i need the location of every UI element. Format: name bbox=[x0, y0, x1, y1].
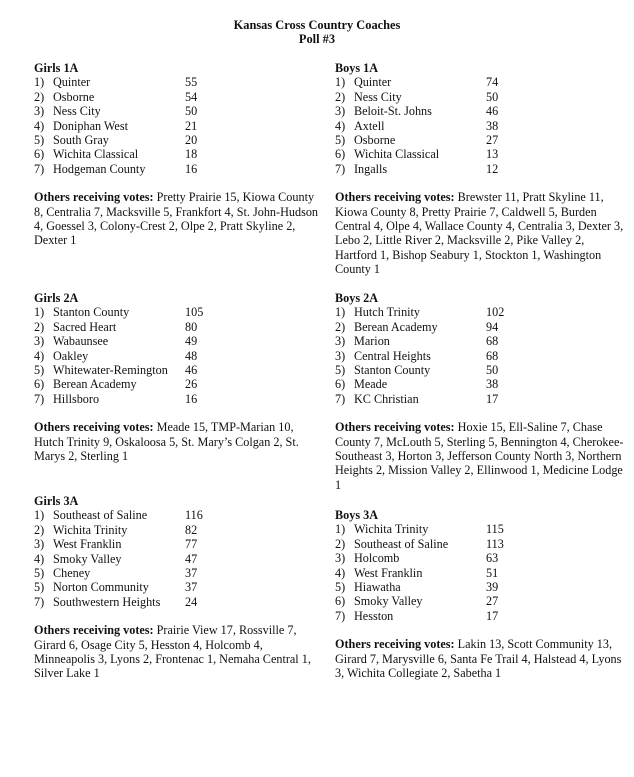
section-girls-1a bbox=[34, 61, 324, 248]
ranking-row: 6) Smoky Valley 27 bbox=[335, 594, 499, 609]
team-name: Hesston bbox=[354, 608, 394, 623]
others-receiving-votes bbox=[335, 190, 625, 276]
team-points: 16 bbox=[185, 391, 198, 406]
team-name: Wabaunsee bbox=[53, 334, 109, 349]
others-list: Hoxie 15, Ell-Saline 7, Chase County 7, McLouth 5, Sterling 5, Bennington 4, Cherokee-Southeast 3, Horton 3, Jefferson County North 3, Northern Heights 2, Mission Valley 2, Ellinwood 1, Medicine Lodge 1 bbox=[335, 420, 624, 492]
document-title bbox=[0, 19, 634, 46]
team-name: Ness City bbox=[354, 89, 402, 104]
team-name: Doniphan West bbox=[53, 118, 128, 133]
ranking-row: 2) Berean Academy 94 bbox=[335, 319, 499, 334]
team-points: 77 bbox=[185, 537, 198, 552]
team-points: 37 bbox=[185, 580, 198, 595]
others-list: Lakin 13, Scott Community 13, Girard 7, Marysville 6, Santa Fe Trail 4, Halstead 4, Lyons 3, Wichita Collegiate 2, Sabetha 1 bbox=[335, 637, 622, 681]
ranking-row: 5) South Gray 20 bbox=[34, 133, 198, 148]
ranking-row: 4) Axtell 38 bbox=[335, 118, 499, 133]
ranking-row: 7) Southwestern Heights 24 bbox=[34, 594, 198, 609]
ranking-row: 7) KC Christian 17 bbox=[335, 391, 499, 406]
team-points: 50 bbox=[185, 104, 198, 119]
team-points: 68 bbox=[486, 334, 499, 349]
team-points: 24 bbox=[185, 594, 198, 609]
team-name: Wichita Trinity bbox=[354, 522, 429, 537]
team-points: 46 bbox=[185, 363, 198, 378]
team-points: 55 bbox=[185, 75, 198, 90]
poll-title: Kansas Cross Country Coaches bbox=[233, 18, 401, 32]
section-heading: Girls 2A bbox=[34, 291, 79, 305]
team-points: 50 bbox=[486, 89, 499, 104]
team-name: Osborne bbox=[354, 133, 396, 148]
section-girls-2a bbox=[34, 291, 324, 463]
team-name: Stanton County bbox=[53, 305, 130, 320]
section-boys-1a bbox=[335, 61, 625, 277]
team-points: 49 bbox=[185, 334, 198, 349]
others-receiving-votes bbox=[34, 623, 324, 681]
team-points: 113 bbox=[486, 536, 504, 551]
team-points: 27 bbox=[486, 133, 499, 148]
team-name: Axtell bbox=[354, 118, 385, 133]
others-label: Others receiving votes: bbox=[335, 637, 455, 652]
team-name: Meade bbox=[354, 377, 388, 392]
team-name: West Franklin bbox=[53, 537, 122, 552]
team-points: 38 bbox=[486, 377, 499, 392]
team-name: Oakley bbox=[53, 348, 89, 363]
team-points: 94 bbox=[486, 319, 499, 334]
others-list: Meade 15, TMP-Marian 10, Hutch Trinity 9, Oskaloosa 5, St. Mary’s Colgan 2, St. Marys 2, Sterling 1 bbox=[34, 420, 299, 464]
ranking-row: 2) Sacred Heart 80 bbox=[34, 319, 198, 334]
ranking-row: 5) Norton Community 37 bbox=[34, 580, 198, 595]
poll-number: Poll #3 bbox=[298, 31, 336, 46]
team-name: West Franklin bbox=[354, 565, 423, 580]
team-points: 21 bbox=[185, 118, 198, 133]
section-heading: Boys 3A bbox=[335, 508, 379, 522]
ranking-row: 4) Smoky Valley 47 bbox=[34, 551, 198, 566]
team-name: Central Heights bbox=[354, 348, 431, 363]
team-name: Whitewater-Remington bbox=[53, 363, 168, 378]
ranking-row: 7) Hodgeman County 16 bbox=[34, 161, 198, 176]
team-points: 38 bbox=[486, 118, 499, 133]
team-points: 37 bbox=[185, 566, 198, 581]
section-heading: Boys 2A bbox=[335, 291, 379, 305]
team-points: 17 bbox=[486, 391, 499, 406]
section-heading: Boys 1A bbox=[335, 61, 379, 75]
team-name: Beloit-St. Johns bbox=[354, 104, 432, 119]
ranking-row: 1) Stanton County 105 bbox=[34, 305, 204, 320]
others-list: Brewster 11, Pratt Skyline 11, Kiowa County 8, Pretty Prairie 7, Caldwell 5, Burden Central 4, Olpe 4, Wallace County 4, Centralia 3, Dexter 3, Lebo 2, Little River 2, Macksville 2, Pike Valley 2, Hartford 1, Bishop Seabury 1, Stockton 1, Washington County 1 bbox=[335, 190, 624, 277]
ranking-row: 4) Oakley 48 bbox=[34, 348, 198, 363]
ranking-row: 5) Stanton County 50 bbox=[335, 363, 499, 378]
ranking-row: 7) Hillsboro 16 bbox=[34, 391, 198, 406]
team-name: Quinter bbox=[354, 75, 392, 90]
team-name: KC Christian bbox=[354, 391, 419, 406]
team-points: 50 bbox=[486, 363, 499, 378]
team-points: 39 bbox=[486, 580, 499, 595]
team-name: Hiawatha bbox=[354, 580, 401, 595]
ranking-row: 3) Wabaunsee 49 bbox=[34, 334, 198, 349]
team-points: 13 bbox=[486, 147, 499, 162]
team-points: 82 bbox=[185, 522, 198, 537]
team-name: Smoky Valley bbox=[354, 594, 423, 609]
team-points: 46 bbox=[486, 104, 499, 119]
ranking-row: 6) Wichita Classical 18 bbox=[34, 147, 198, 162]
others-label: Others receiving votes: bbox=[34, 623, 154, 638]
ranking-row: 3) Central Heights 68 bbox=[335, 348, 499, 363]
ranking-row: 1) Southeast of Saline 116 bbox=[34, 508, 203, 523]
team-name: Hodgeman County bbox=[53, 161, 146, 176]
team-points: 18 bbox=[185, 147, 198, 162]
team-name: Ness City bbox=[53, 104, 101, 119]
team-points: 105 bbox=[185, 305, 204, 320]
ranking-row: 6) Berean Academy 26 bbox=[34, 377, 198, 392]
ranking-row: 5) Hiawatha 39 bbox=[335, 580, 499, 595]
section-boys-2a bbox=[335, 291, 625, 492]
team-name: South Gray bbox=[53, 133, 109, 148]
ranking-row: 4) West Franklin 51 bbox=[335, 565, 499, 580]
team-points: 54 bbox=[185, 89, 198, 104]
team-points: 12 bbox=[486, 161, 499, 176]
team-points: 116 bbox=[185, 508, 203, 523]
others-label: Others receiving votes: bbox=[34, 190, 154, 205]
ranking-row: 2) Osborne 54 bbox=[34, 89, 198, 104]
team-name: Wichita Trinity bbox=[53, 522, 128, 537]
ranking-row: 2) Wichita Trinity 82 bbox=[34, 522, 198, 537]
team-name: Osborne bbox=[53, 89, 95, 104]
ranking-row: 3) Beloit-St. Johns 46 bbox=[335, 104, 499, 119]
team-name: Marion bbox=[354, 334, 390, 349]
team-name: Smoky Valley bbox=[53, 551, 122, 566]
team-points: 68 bbox=[486, 348, 499, 363]
section-heading: Girls 3A bbox=[34, 494, 79, 508]
ranking-row: 1) Quinter 74 bbox=[335, 75, 499, 90]
team-name: Quinter bbox=[53, 75, 91, 90]
team-name: Wichita Classical bbox=[354, 147, 440, 162]
ranking-row: 4) Doniphan West 21 bbox=[34, 118, 198, 133]
team-points: 115 bbox=[486, 522, 504, 537]
team-name: Norton Community bbox=[53, 580, 149, 595]
others-list: Prairie View 17, Rossville 7, Girard 6, Osage City 5, Hesston 4, Holcomb 4, Minneapolis 3, Lyons 2, Frontenac 1, Nemaha Central 1, Silver Lake 1 bbox=[34, 623, 311, 681]
ranking-row: 1) Wichita Trinity 115 bbox=[335, 522, 504, 537]
others-receiving-votes bbox=[34, 420, 324, 463]
team-name: Southeast of Saline bbox=[354, 536, 449, 551]
others-list: Pretty Prairie 15, Kiowa County 8, Centralia 7, Macksville 5, Frankfort 4, St. John-Hudson 4, Goessel 3, Colony-Crest 2, Olpe 2, Pratt Skyline 2, Dexter 1 bbox=[34, 190, 319, 248]
ranking-row: 3) West Franklin 77 bbox=[34, 537, 198, 552]
ranking-row: 2) Southeast of Saline 113 bbox=[335, 536, 504, 551]
team-name: Berean Academy bbox=[354, 319, 438, 334]
team-points: 16 bbox=[185, 161, 198, 176]
ranking-row: 7) Hesston 17 bbox=[335, 608, 499, 623]
ranking-row: 1) Quinter 55 bbox=[34, 75, 198, 90]
team-name: Southeast of Saline bbox=[53, 508, 148, 523]
ranking-row: 3) Ness City 50 bbox=[34, 104, 198, 119]
ranking-row: 5) Cheney 37 bbox=[34, 566, 198, 581]
ranking-row: 6) Wichita Classical 13 bbox=[335, 147, 499, 162]
ranking-row: 3) Holcomb 63 bbox=[335, 551, 499, 566]
team-name: Holcomb bbox=[354, 551, 400, 566]
ranking-row: 5) Whitewater-Remington 46 bbox=[34, 363, 198, 378]
others-receiving-votes bbox=[335, 420, 625, 492]
team-name: Cheney bbox=[53, 566, 91, 581]
ranking-row: 6) Meade 38 bbox=[335, 377, 499, 392]
team-points: 63 bbox=[486, 551, 499, 566]
others-label: Others receiving votes: bbox=[34, 420, 154, 435]
team-name: Southwestern Heights bbox=[53, 594, 161, 609]
section-heading: Girls 1A bbox=[34, 61, 79, 75]
team-points: 74 bbox=[486, 75, 499, 90]
ranking-row: 5) Osborne 27 bbox=[335, 133, 499, 148]
team-name: Berean Academy bbox=[53, 377, 137, 392]
team-name: Stanton County bbox=[354, 363, 431, 378]
team-name: Hillsboro bbox=[53, 391, 100, 406]
team-points: 80 bbox=[185, 319, 198, 334]
others-label: Others receiving votes: bbox=[335, 190, 455, 205]
team-points: 51 bbox=[486, 565, 499, 580]
team-points: 47 bbox=[185, 551, 198, 566]
section-boys-3a bbox=[335, 508, 625, 680]
team-points: 26 bbox=[185, 377, 198, 392]
team-points: 27 bbox=[486, 594, 499, 609]
team-name: Hutch Trinity bbox=[354, 305, 421, 320]
ranking-row: 7) Ingalls 12 bbox=[335, 161, 499, 176]
section-girls-3a bbox=[34, 494, 324, 681]
ranking-row: 3) Marion 68 bbox=[335, 334, 499, 349]
team-name: Sacred Heart bbox=[53, 319, 117, 334]
team-points: 20 bbox=[185, 133, 198, 148]
ranking-row: 1) Hutch Trinity 102 bbox=[335, 305, 505, 320]
team-points: 102 bbox=[486, 305, 505, 320]
team-points: 17 bbox=[486, 608, 499, 623]
team-points: 48 bbox=[185, 348, 198, 363]
others-receiving-votes bbox=[335, 637, 625, 680]
team-name: Wichita Classical bbox=[53, 147, 139, 162]
others-receiving-votes bbox=[34, 190, 324, 248]
others-label: Others receiving votes: bbox=[335, 420, 455, 435]
ranking-row: 2) Ness City 50 bbox=[335, 89, 499, 104]
team-name: Ingalls bbox=[354, 161, 388, 176]
